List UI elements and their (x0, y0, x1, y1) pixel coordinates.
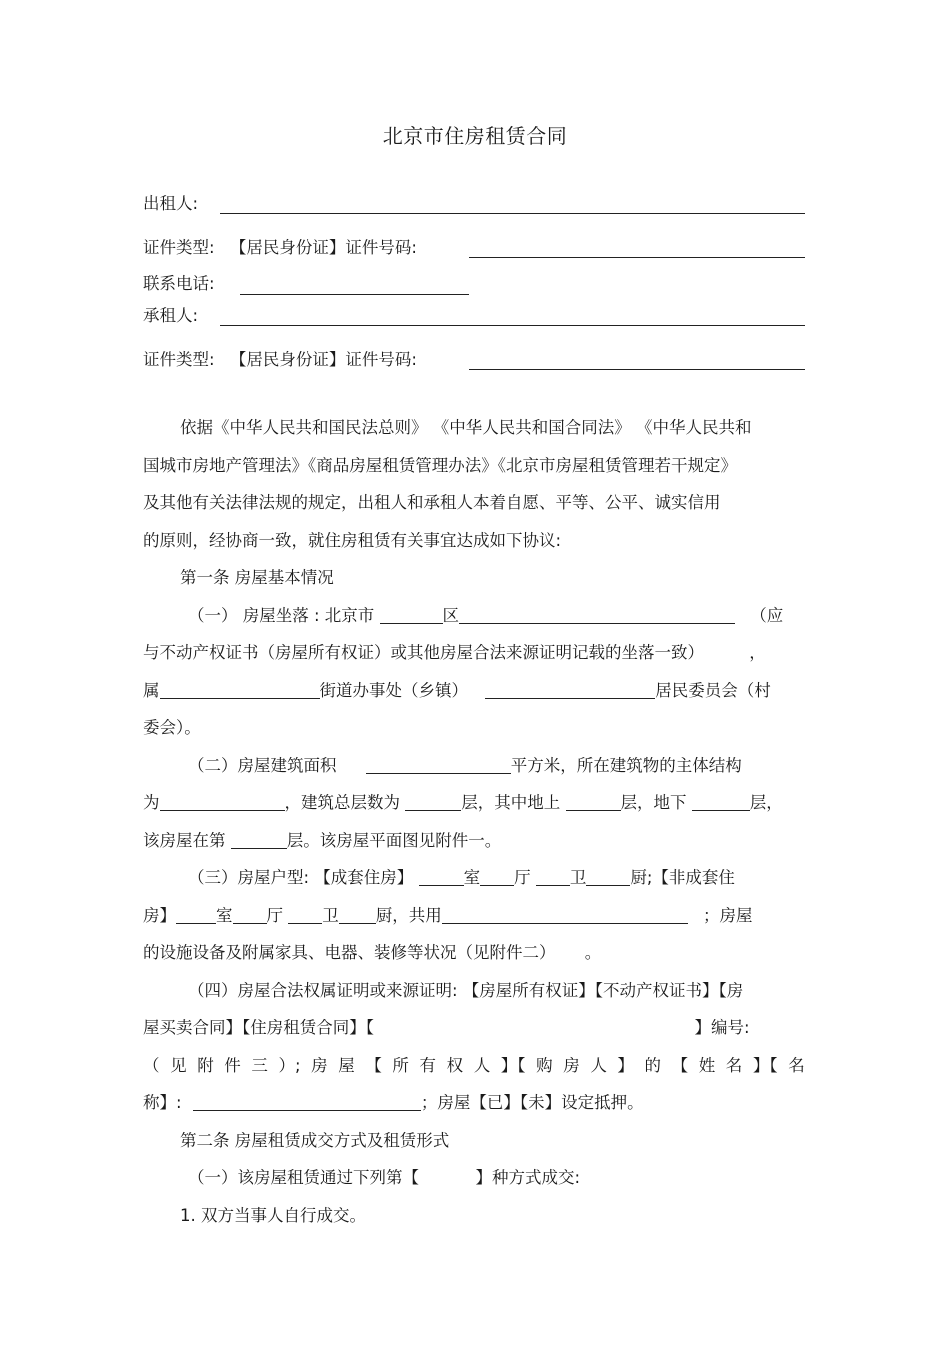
page-title: 北京市住房租赁合同 (382, 124, 568, 148)
bath-label: 卫 (569, 868, 587, 887)
owner-char: 的 (644, 1055, 661, 1075)
area-prefix: （二）房屋建筑面积 (188, 755, 337, 775)
owner-char: 】 (617, 1055, 634, 1075)
owner-char: 件 (224, 1055, 241, 1075)
lessor-id-type-label: 证件类型: (143, 238, 215, 257)
location-note: 与不动产权证书（房屋所有权证）或其他房屋合法来源证明记载的坐落一致） (143, 643, 704, 662)
hall-label: 厅 (514, 868, 531, 887)
kitchen2-label: 厨，共用 (375, 905, 442, 925)
committee-label: 居民委员会（村 (655, 680, 771, 700)
preamble-line: 依据《中华人民共和国民法总则》 《中华人民共和国合同法》 《中华人民共和 (180, 418, 752, 437)
owner-char: 见 (170, 1055, 187, 1075)
total-floors-label: ，建筑总层数为 (284, 793, 400, 812)
article1-item3-line1 (143, 859, 805, 897)
article1-item1-line3 (143, 672, 805, 710)
type-prefix: （三）房屋户型: 【成套住房】 (188, 868, 414, 887)
lessor-id-number-field[interactable] (469, 257, 805, 258)
owner-char: 所 (392, 1055, 409, 1075)
floor-end: 层， (749, 793, 783, 812)
location-suffix: （应 (750, 605, 784, 625)
article1-item4-line3 (143, 1047, 805, 1085)
proof-suffix: 】编号: (694, 1018, 750, 1037)
owner-char: 【 (671, 1055, 689, 1075)
bath2-field[interactable] (288, 906, 322, 924)
owner-char: 权 (446, 1055, 464, 1075)
below-label: 层，地下 (620, 793, 687, 812)
bath2-label: 卫 (322, 905, 339, 925)
method-prefix: （一）该房屋租赁通过下列第【 (188, 1168, 419, 1187)
room2-field[interactable] (176, 906, 216, 924)
above-label: 层，其中地上 (461, 793, 561, 812)
room-label: 室 (463, 868, 481, 887)
article2-item1 (143, 1159, 805, 1197)
belong-prefix: 属 (143, 680, 160, 700)
owner-char: ）; (278, 1055, 301, 1075)
kitchen-label: 厨;【非成套住 (630, 868, 735, 887)
floor-suffix: 层。该房屋平面图见附件一。 (286, 830, 502, 850)
article2-point1: 1. 双方当事人自行成交。 (180, 1205, 366, 1225)
owner-char: 有 (419, 1055, 436, 1075)
owner-char: 【 (365, 1055, 382, 1075)
owner-char: 】【 (752, 1055, 778, 1075)
address-field[interactable] (459, 606, 735, 624)
mortgage-text: ；房屋【已】【未】设定抵押。 (420, 1093, 644, 1112)
kitchen-field[interactable] (586, 868, 630, 886)
lessee-id-type-label: 证件类型: (143, 350, 215, 369)
article1-item2-line1 (143, 747, 805, 785)
article2-heading: 第二条 房屋租赁成交方式及租赁形式 (180, 1130, 450, 1150)
structure-prefix: 为 (143, 793, 160, 812)
owner-char: 人 (590, 1055, 607, 1075)
article1-item3-line2 (143, 897, 805, 935)
subdistrict-field[interactable] (160, 681, 320, 699)
structure-field[interactable] (160, 793, 285, 811)
floor-field[interactable] (231, 831, 287, 849)
article1-item2-line3 (143, 822, 805, 860)
contract-body (143, 409, 805, 1234)
article1-item3-line3 (143, 934, 805, 972)
owner-char: 房 (563, 1055, 580, 1075)
lessor-id-type-value: 【居民身份证】证件号码: (229, 238, 417, 257)
above-floors-field[interactable] (566, 793, 621, 811)
article1-item1-line1 (143, 597, 805, 635)
owner-char: 名 (788, 1055, 805, 1075)
below-floors-field[interactable] (692, 793, 750, 811)
shared-field[interactable] (442, 906, 688, 924)
hall-field[interactable] (480, 868, 514, 886)
preamble-line: 国城市房地产管理法》《商品房屋租赁管理办法》《北京市房屋租赁管理若干规定》 (143, 455, 737, 475)
article1-item4-line1: （四）房屋合法权属证明或来源证明: 【房屋所有权证】【不动产权证书】【房 (188, 980, 744, 1000)
owner-char: 三 (251, 1055, 268, 1075)
lessor-name-field[interactable] (220, 213, 805, 214)
hall2-label: 厅 (266, 905, 283, 925)
room2-label: 室 (216, 905, 233, 925)
owner-char: 购 (536, 1055, 553, 1075)
lessor-label: 出租人: (143, 194, 199, 213)
owner-char: 附 (197, 1055, 214, 1075)
owner-char: 】【 (500, 1055, 526, 1075)
lessor-id-row (143, 237, 417, 259)
bath-field[interactable] (536, 868, 570, 886)
owner-name-label: 称】: (143, 1093, 182, 1112)
method-suffix: 】种方式成交: (475, 1168, 581, 1187)
location-note-end: ， (749, 643, 766, 662)
owner-char: 名 (725, 1055, 743, 1075)
owner-char: 屋 (338, 1055, 355, 1075)
proof-prefix: 屋买卖合同】【住房租赁合同】【 (143, 1018, 374, 1037)
hall2-field[interactable] (233, 906, 267, 924)
lessee-id-type-value: 【居民身份证】证件号码: (229, 350, 417, 369)
floor-prefix: 该房屋在第 (143, 830, 226, 850)
owner-name-field[interactable] (193, 1093, 421, 1111)
article1-heading: 第一条 房屋基本情况 (180, 568, 334, 587)
owner-char: 人 (473, 1055, 491, 1075)
facilities-text: 的设施设备及附属家具、电器、装修等状况（见附件二） (143, 943, 556, 962)
subdistrict-label: 街道办事处（乡镇） (319, 680, 468, 700)
committee-field[interactable] (485, 681, 655, 699)
district-label: 区 (442, 605, 460, 625)
lessee-id-number-field[interactable] (469, 369, 805, 370)
article1-item1-line4: 委会）。 (143, 718, 201, 737)
facilities-end: 。 (584, 943, 602, 962)
area-field[interactable] (366, 756, 511, 774)
lessee-name-field[interactable] (220, 325, 805, 326)
lessee-label: 承租人: (143, 306, 199, 325)
article1-item2-line2 (143, 784, 805, 822)
kitchen2-field[interactable] (339, 906, 376, 924)
phone-label: 联系电话: (143, 274, 215, 293)
district-field[interactable] (380, 606, 443, 624)
owner-char: 姓 (698, 1055, 716, 1075)
article1-item4-line4 (143, 1084, 805, 1122)
article1-item4-line2 (143, 1009, 805, 1047)
phone-field[interactable] (240, 294, 469, 295)
article1-item1-line2 (143, 634, 805, 672)
lessee-id-row (143, 349, 417, 371)
total-floors-field[interactable] (405, 793, 461, 811)
owner-char: 房 (311, 1055, 328, 1075)
location-prefix: （一） 房屋坐落 : 北京市 (188, 605, 375, 625)
preamble-line: 的原则，经协商一致，就住房租赁有关事宜达成如下协议: (143, 530, 562, 550)
area-unit: 平方米，所在建筑物的主体结构 (510, 755, 742, 775)
owner-char: （ (143, 1055, 160, 1075)
room-field[interactable] (419, 868, 464, 886)
type2-prefix: 房】 (143, 905, 176, 925)
preamble-line: 及其他有关法律法规的规定，出租人和承租人本着自愿、平等、公平、诚实信用 (143, 493, 721, 512)
type2-suffix: ；房屋 (703, 905, 753, 925)
